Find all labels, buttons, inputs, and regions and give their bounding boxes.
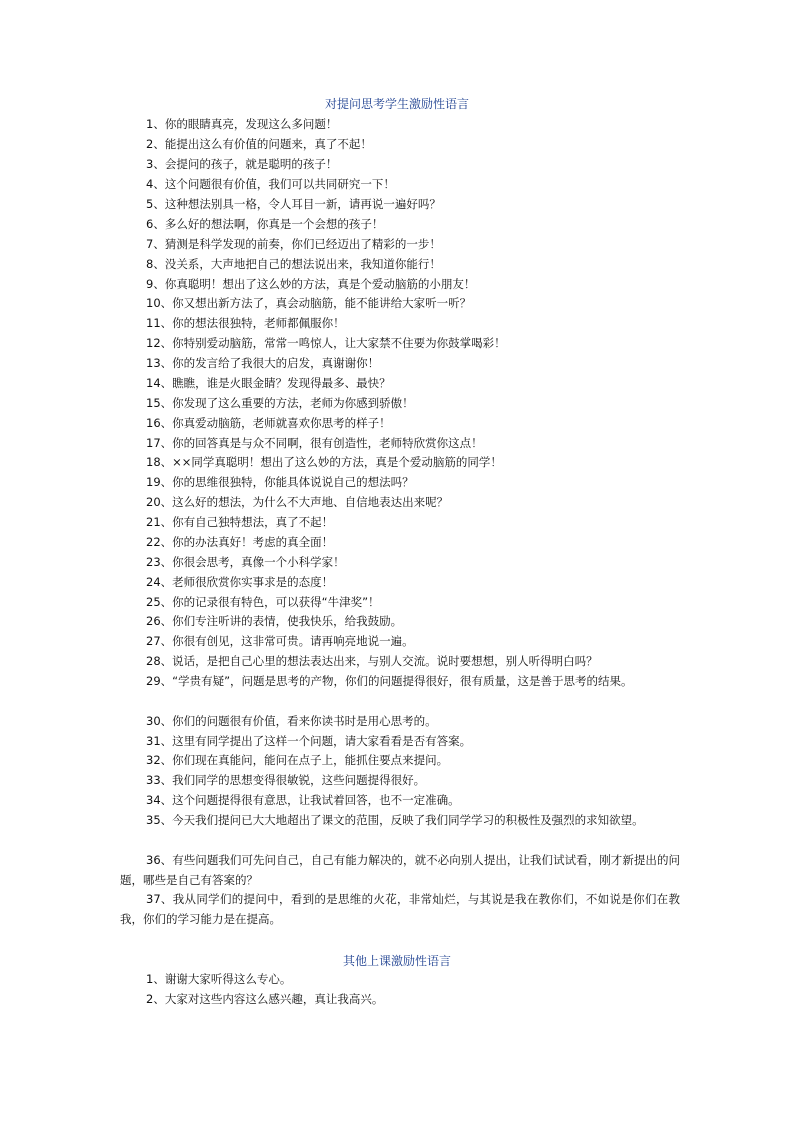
list-item: 19、你的思维很独特，你能具体说说自己的想法吗？ [146, 475, 414, 489]
list-item: 6、多么好的想法啊，你真是一个会想的孩子！ [146, 217, 384, 231]
list-item: 13、你的发言给了我很大的启发，真谢谢你！ [146, 356, 380, 370]
list-item: 27、你很有创见，这非常可贵。请再响亮地说一遍。 [146, 634, 414, 648]
list-item: 20、这么好的想法，为什么不大声地、自信地表达出来呢？ [146, 495, 449, 509]
list-item: 12、你特别爱动脑筋，常常一鸣惊人，让大家禁不住要为你鼓掌喝彩！ [146, 336, 506, 350]
list-item: 29、“学贵有疑”，问题是思考的产物，你们的问题提得很好，很有质量，这是善于思考的结果。 [146, 674, 633, 688]
list-item: 2、大家对这些内容这么感兴趣，真让我高兴。 [146, 992, 384, 1006]
list-item: 33、我们同学的思想变得很敏锐，这些问题提得很好。 [146, 773, 426, 787]
list-item: 9、你真聪明！想出了这么妙的方法，真是个爱动脑筋的小朋友！ [146, 277, 476, 291]
list-item: 15、你发现了这么重要的方法，老师为你感到骄傲！ [146, 396, 414, 410]
list-item: 28、说话，是把自己心里的想法表达出来，与别人交流。说时要想想，别人听得明白吗？ [146, 654, 598, 668]
list-item: 4、这个问题很有价值，我们可以共同研究一下！ [146, 177, 395, 191]
list-item: 24、老师很欣赏你实事求是的态度！ [146, 575, 334, 589]
list-item: 14、瞧瞧，谁是火眼金睛？发现得最多、最快？ [146, 376, 391, 390]
list-item: 17、你的回答真是与众不同啊，很有创造性，老师特欣赏你这点！ [146, 436, 483, 450]
list-item: 18、××同学真聪明！想出了这么妙的方法，真是个爱动脑筋的同学！ [146, 455, 502, 469]
list-item: 26、你们专注听讲的表情，使我快乐，给我鼓励。 [146, 614, 403, 628]
list-item: 35、今天我们提问已大大地超出了课文的范围，反映了我们同学学习的积极性及强烈的求知欲望。 [146, 813, 644, 827]
section-title-questioning: 对提问思考学生激励性语言 [324, 97, 469, 111]
list-item: 7、猜测是科学发现的前奏，你们已经迈出了精彩的一步！ [146, 237, 441, 251]
list-item: 21、你有自己独特想法，真了不起！ [146, 515, 334, 529]
list-item: 32、你们现在真能问，能问在点子上，能抓住要点来提问。 [146, 753, 449, 767]
list-item: 16、你真爱动脑筋，老师就喜欢你思考的样子！ [146, 416, 391, 430]
list-item: 34、这个问题提得很有意思，让我试着回答，也不一定准确。 [146, 793, 460, 807]
list-item: 1、你的眼睛真亮，发现这么多问题！ [146, 117, 338, 131]
list-item: 3、会提问的孩子，就是聪明的孩子！ [146, 157, 338, 171]
list-item: 31、这里有同学提出了这样一个问题，请大家看看是否有答案。 [146, 734, 472, 748]
list-item: 2、能提出这么有价值的问题来，真了不起！ [146, 137, 372, 151]
list-item: 5、这种想法别具一格，令人耳目一新，请再说一遍好吗？ [146, 197, 441, 211]
list-item: 8、没关系，大声地把自己的想法说出来，我知道你能行！ [146, 257, 441, 271]
list-item: 25、你的记录很有特色，可以获得“牛津奖”！ [146, 595, 380, 609]
list-item: 36、有些问题我们可先问自己，自己有能力解决的，就不必向别人提出，让我们试试看，刚才新提出的问题，哪些是自己有答案的？ [120, 853, 680, 887]
list-item: 1、谢谢大家听得这么专心。 [146, 972, 292, 986]
list-item: 11、你的想法很独特，老师都佩服你！ [146, 316, 345, 330]
list-item: 30、你们的问题很有价值，看来你读书时是用心思考的。 [146, 714, 437, 728]
list-item: 22、你的办法真好！考虑的真全面！ [146, 535, 334, 549]
section-title-other: 其他上课激励性语言 [342, 954, 451, 968]
list-item: 37、我从同学们的提问中，看到的是思维的火花，非常灿烂，与其说是我在教你们，不如说是你们在教我，你们的学习能力是在提高。 [120, 892, 680, 926]
list-item: 23、你很会思考，真像一个小科学家！ [146, 555, 345, 569]
list-item: 10、你又想出新方法了，真会动脑筋，能不能讲给大家听一听？ [146, 296, 472, 310]
